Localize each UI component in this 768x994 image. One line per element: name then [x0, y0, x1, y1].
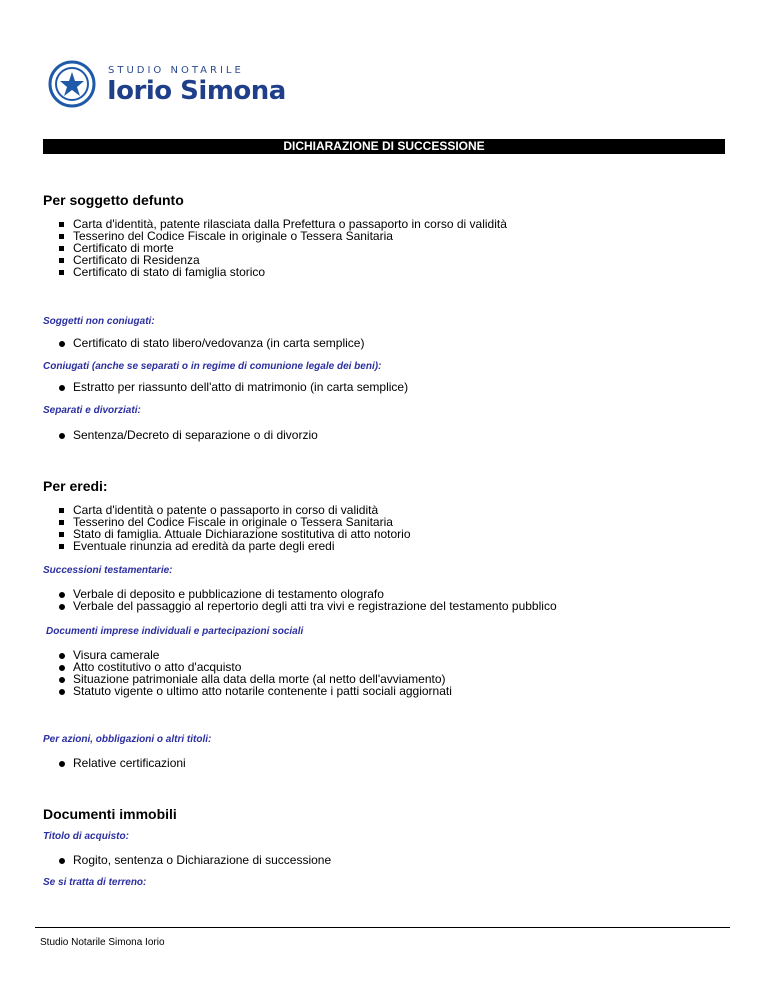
- list-item: Atto costitutivo o atto d'acquisto: [58, 661, 452, 673]
- list-item: Visura camerale: [58, 649, 452, 661]
- list-item: Stato di famiglia. Attuale Dichiarazione sostitutiva di atto notorio: [58, 528, 411, 540]
- separati-list: [58, 429, 318, 441]
- imprese-list: [58, 649, 452, 697]
- label-azioni: Per azioni, obbligazioni o altri titoli:: [43, 734, 212, 745]
- logo-name: Iorio Simona: [107, 76, 286, 106]
- list-item: Verbale del passaggio al repertorio degli atti tra vivi e registrazione del testamento pubblico: [58, 600, 557, 612]
- document-title: DICHIARAZIONE DI SUCCESSIONE: [43, 139, 725, 154]
- heading-soggetto-defunto: Per soggetto defunto: [43, 192, 184, 208]
- testamentarie-list: [58, 588, 557, 612]
- label-testamentarie: Successioni testamentarie:: [43, 565, 173, 576]
- label-imprese: Documenti imprese individuali e partecipazioni sociali: [46, 626, 304, 637]
- defunto-list: [58, 218, 507, 278]
- titolo-list: [58, 854, 331, 866]
- list-item: Carta d'identità, patente rilasciata dalla Prefettura o passaporto in corso di validità: [58, 218, 507, 230]
- list-item: Certificato di stato di famiglia storico: [58, 266, 507, 278]
- studio-logo: [48, 60, 286, 108]
- list-item: Estratto per riassunto dell'atto di matrimonio (in carta semplice): [58, 381, 408, 393]
- list-item: Tesserino del Codice Fiscale in originale o Tessera Sanitaria: [58, 230, 507, 242]
- list-item: Rogito, sentenza o Dichiarazione di successione: [58, 854, 331, 866]
- list-item: Sentenza/Decreto di separazione o di divorzio: [58, 429, 318, 441]
- eredi-list: [58, 504, 411, 552]
- list-item: Eventuale rinunzia ad eredità da parte degli eredi: [58, 540, 411, 552]
- footer-divider: [35, 927, 730, 928]
- list-item: Situazione patrimoniale alla data della morte (al netto dell'avviamento): [58, 673, 452, 685]
- heading-eredi: Per eredi:: [43, 478, 108, 494]
- non-coniugati-list: [58, 337, 364, 349]
- logo-subtitle: STUDIO NOTARILE: [108, 65, 244, 76]
- footer-text: Studio Notarile Simona Iorio: [40, 937, 165, 948]
- list-item: Carta d'identità o patente o passaporto in corso di validità: [58, 504, 411, 516]
- list-item: Certificato di stato libero/vedovanza (in carta semplice): [58, 337, 364, 349]
- label-coniugati: Coniugati (anche se separati o in regime di comunione legale dei beni):: [43, 361, 382, 372]
- label-terreno: Se si tratta di terreno:: [43, 877, 147, 888]
- coniugati-list: [58, 381, 408, 393]
- list-item: Certificato di Residenza: [58, 254, 507, 266]
- azioni-list: [58, 757, 186, 769]
- label-titolo-acquisto: Titolo di acquisto:: [43, 831, 129, 842]
- list-item: Statuto vigente o ultimo atto notarile contenente i patti sociali aggiornati: [58, 685, 452, 697]
- list-item: Verbale di deposito e pubblicazione di testamento olografo: [58, 588, 557, 600]
- list-item: Tesserino del Codice Fiscale in originale o Tessera Sanitaria: [58, 516, 411, 528]
- label-separati: Separati e divorziati:: [43, 405, 141, 416]
- list-item: Certificato di morte: [58, 242, 507, 254]
- heading-documenti-immobili: Documenti immobili: [43, 806, 177, 822]
- label-non-coniugati: Soggetti non coniugati:: [43, 316, 155, 327]
- list-item: Relative certificazioni: [58, 757, 186, 769]
- italian-emblem-icon: [48, 60, 96, 108]
